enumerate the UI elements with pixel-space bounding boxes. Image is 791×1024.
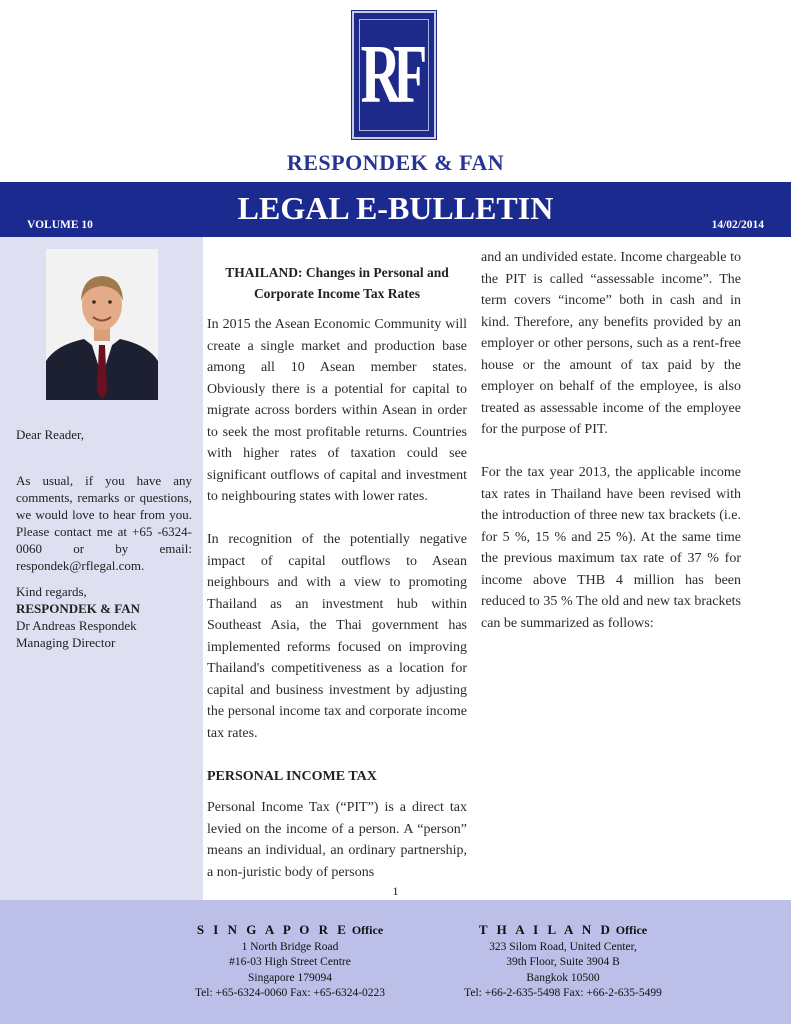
firm-logo [352, 11, 436, 139]
office-suffix: Office [351, 923, 384, 937]
office-address-line: 323 Silom Road, United Center, [489, 940, 637, 953]
article-paragraph: For the tax year 2013, the applicable income tax rates in Thailand have been revised with the introduction of three new tax brackets (i.e. for 5 %, 15 % and 25 %). At the same time the previous maximum tax rate of 37 % for income above THB 4 million has been reduced to 35 % The old and new tax brackets can be summarized as follows: [481, 465, 741, 631]
issue-date: 14/02/2014 [711, 219, 764, 231]
logo-text: RF [360, 28, 420, 122]
article-title: THAILAND: Changes in Personal and Corporate Income Tax Rates [225, 265, 449, 301]
office-name: T H A I L A N D [478, 922, 613, 937]
volume-label: VOLUME 10 [27, 219, 93, 231]
article-column-2 [481, 247, 741, 656]
page-number: 1 [392, 884, 399, 898]
office-address-line: Singapore 179094 [247, 971, 332, 984]
office-address-line: Bangkok 10500 [526, 971, 600, 984]
article-column-1 [207, 262, 467, 905]
firm-name: RESPONDEK & FAN [286, 150, 505, 175]
article-paragraph: and an undivided estate. Income chargeable to the PIT is called “assessable income”. The term covers “income” both in cash and in kind. Therefore, any benefits provided by an employer or other persons, such as a rent-free house or the amount of tax paid by the employer on behalf of the employee, is also treated as assessable income of the employee for the purpose of PIT. [481, 250, 741, 437]
closing-text: Kind regards, [16, 584, 87, 599]
thailand-office [448, 922, 678, 1002]
sidebar-message: As usual, if you have any comments, remarks or questions, we would love to hear from you. Please contact me at +65 -6324-0060 or by email: respondek@rflegal.com. [16, 473, 192, 573]
author-photo [46, 249, 158, 400]
article-paragraph: Personal Income Tax (“PIT”) is a direct tax levied on the income of a person. A “person” means an individual, an ordinary partnership, a non-juristic body of persons [207, 800, 467, 880]
office-phone-line: Tel: +65-6324-0060 Fax: +65-6324-0223 [194, 987, 386, 999]
signature-firm: RESPONDEK & FAN [16, 601, 140, 616]
office-suffix: Office [615, 923, 648, 937]
signature-title: Managing Director [16, 635, 116, 650]
portrait-image [46, 249, 158, 400]
office-phone-line: Tel: +66-2-635-5498 Fax: +66-2-635-5499 [464, 987, 662, 999]
singapore-office [175, 922, 405, 1002]
greeting-text: Dear Reader, [16, 427, 85, 442]
office-address-line: 39th Floor, Suite 3904 B [506, 956, 620, 968]
signature-name: Dr Andreas Respondek [16, 618, 137, 633]
article-paragraph: In recognition of the potentially negative impact of capital outflows to Asean neighbours and with a view to promoting Thailand as an investment hub within Southeast Asia, the Thai government has implemented reforms focused on improving Thailand's competitiveness as a location for capital and business investment by adjusting the personal income tax and corporate income tax rates. [207, 532, 467, 741]
office-address-line: 1 North Bridge Road [241, 940, 339, 953]
section-heading: PERSONAL INCOME TAX [207, 768, 377, 784]
bulletin-title: LEGAL E-BULLETIN [237, 190, 554, 226]
article-paragraph: In 2015 the Asean Economic Community will create a single market and production base among all 10 Asean member states. Obviously there is a potential for capital to migrate across borders within Asean in order to seek the most profitable returns. Countries with higher rates of taxation could see significant outflows of capital and investment to neighbouring states with lower rates. [207, 317, 467, 504]
office-address-line: #16-03 High Street Centre [229, 956, 351, 968]
logo-frame [359, 19, 429, 131]
office-name: S I N G A P O R E [196, 922, 349, 937]
